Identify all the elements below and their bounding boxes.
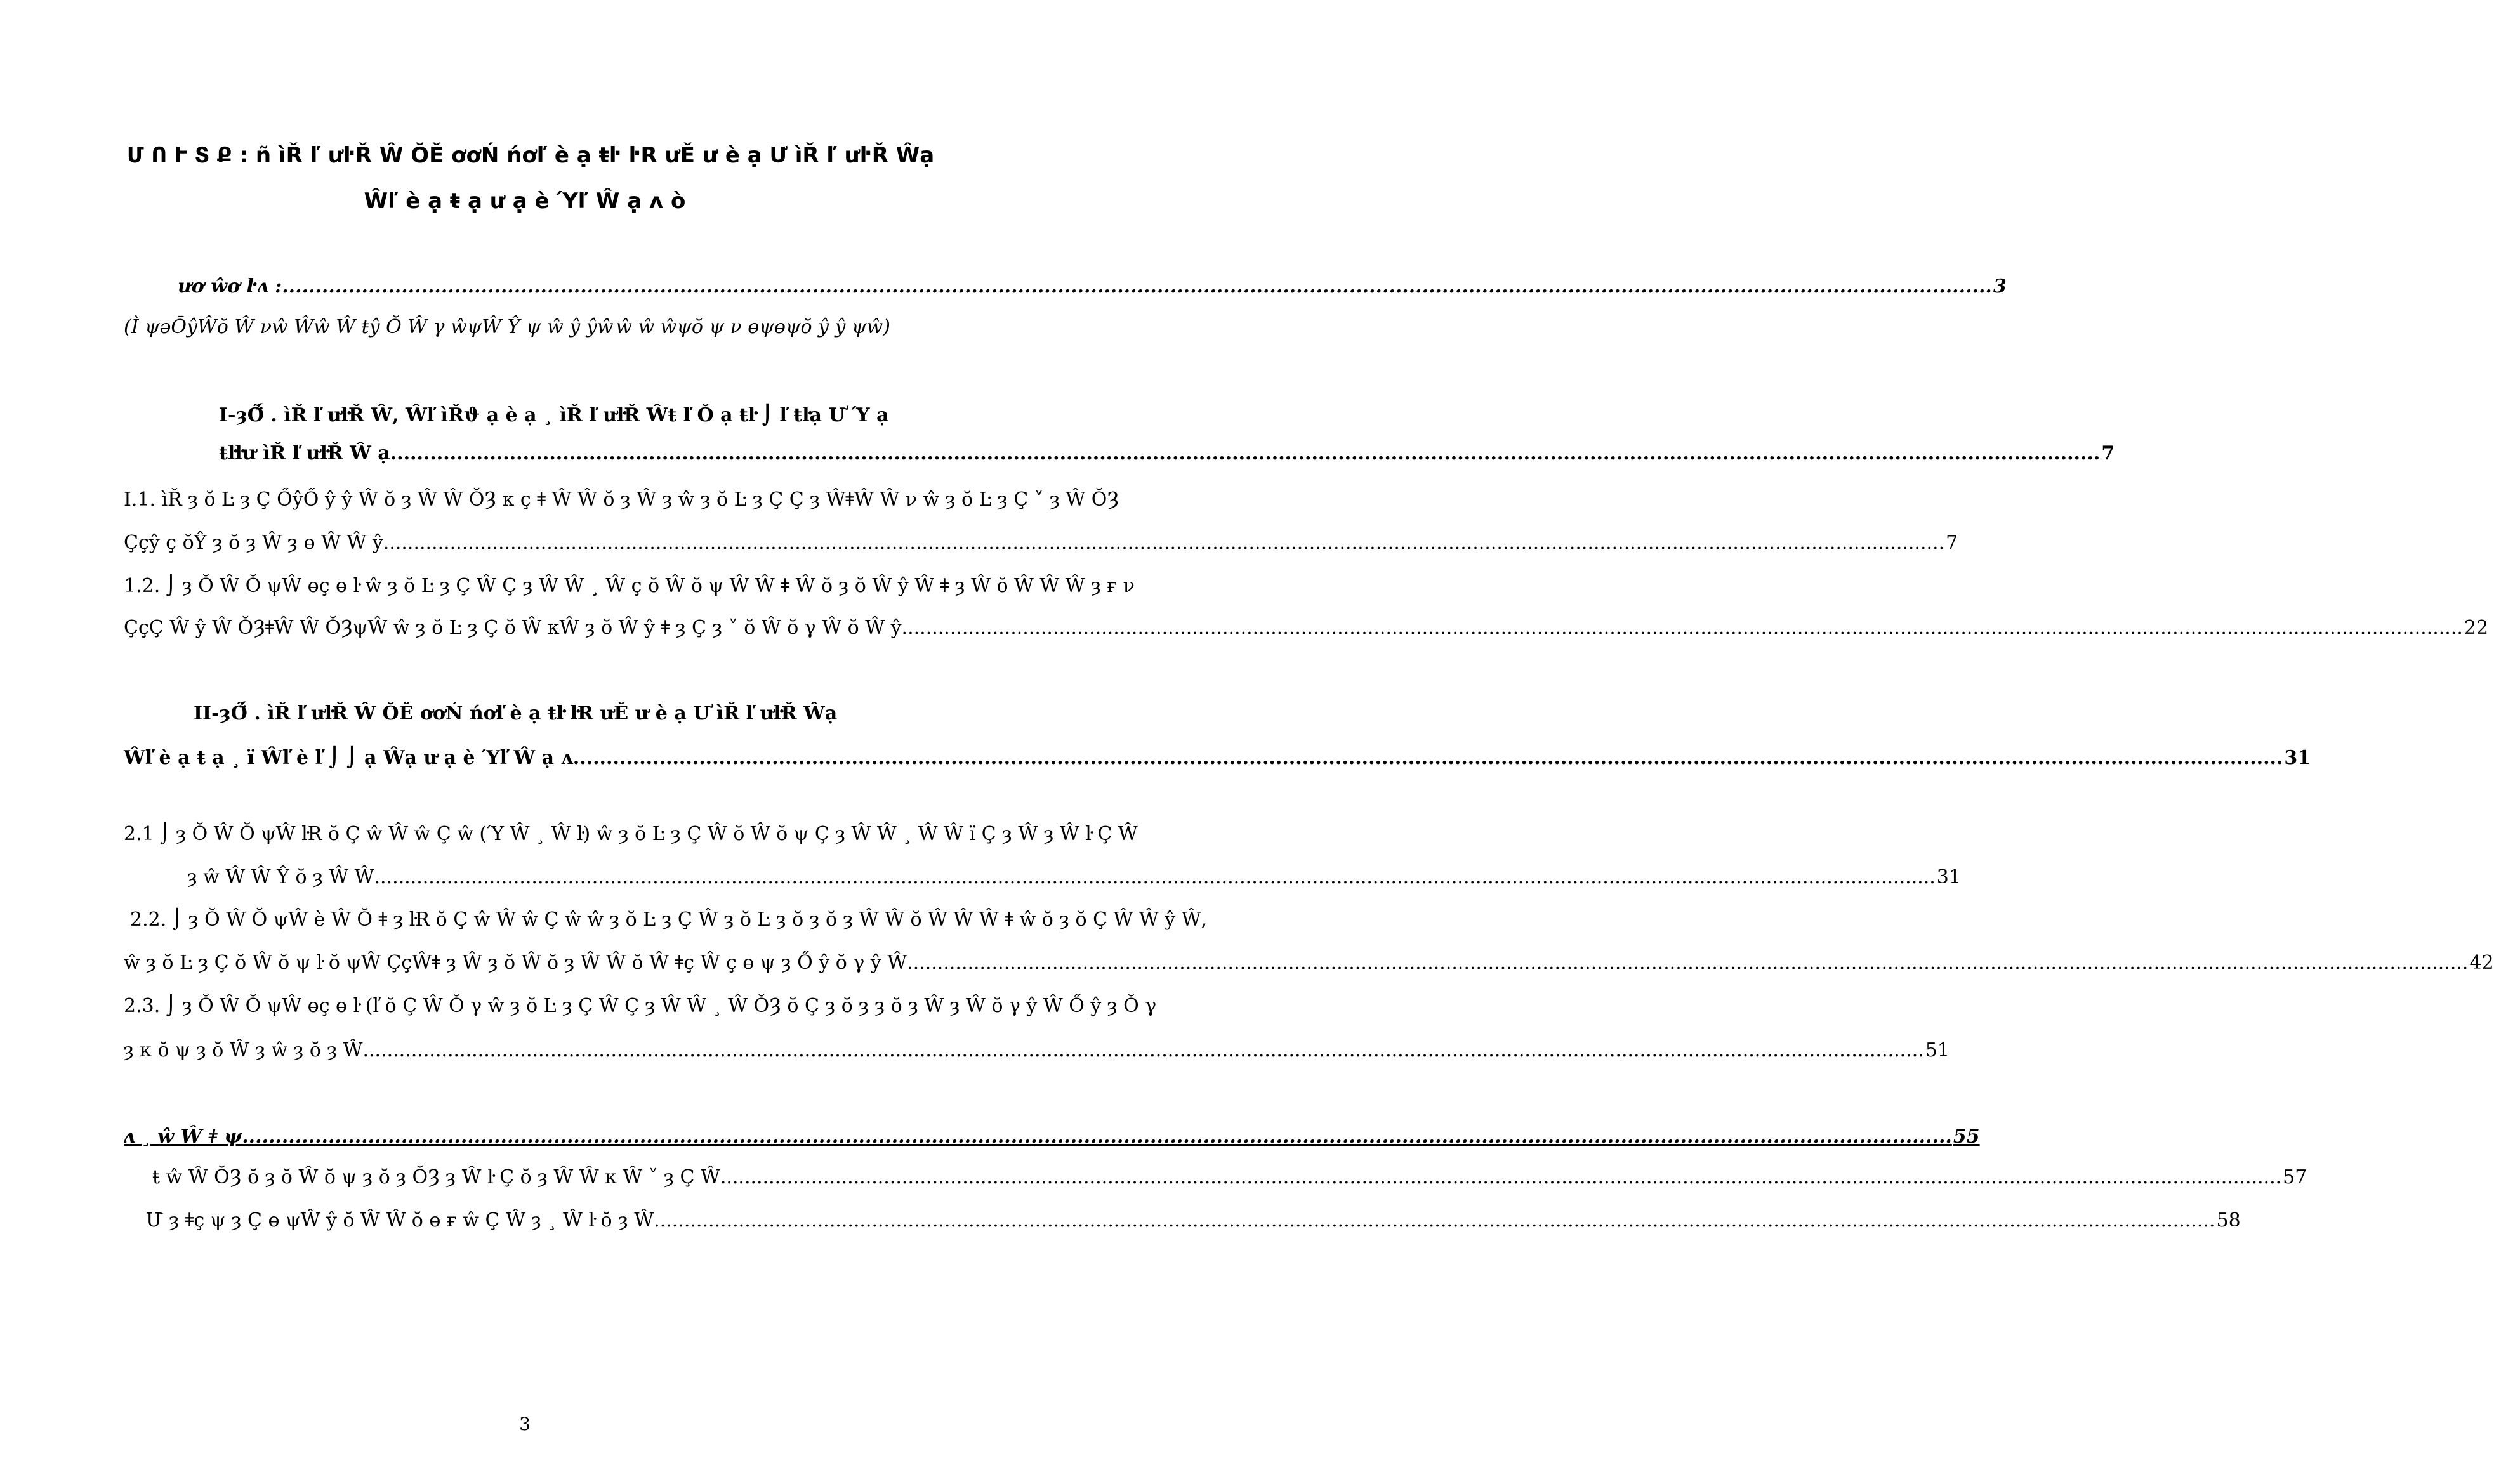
- toc-page-number: 31: [1936, 866, 1961, 888]
- toc-entry-label: Մ ȝ ǂç ψ ȝ Ç ɵ ψŴ ŷ ŏ Ŵ Ŵ ŏ ɵ ғ ŵ Ç Ŵ ȝ ¸ Ŵ ŀ ŏ ȝ Ŵ: [146, 1209, 654, 1231]
- toc-entry-section-1-2[interactable]: [124, 615, 2489, 642]
- toc-page-number: 3: [1993, 275, 2007, 298]
- toc-leader-dots: [383, 530, 1944, 556]
- toc-entry-label: ươ ŵơ ŀʌ :: [178, 275, 282, 298]
- toc-leader-dots: [390, 441, 2101, 466]
- toc-page-number: 57: [2283, 1166, 2307, 1188]
- toc-page-number: 31: [2284, 747, 2311, 769]
- toc-entry-references[interactable]: [152, 1165, 2307, 1192]
- toc-entry-chapter-2[interactable]: [124, 745, 2311, 772]
- toc-section-2-2-line-1: 2.2. ⌡ ȝ Ŏ Ŵ Ŏ ψŴ è Ŵ Ŏ ǂ ȝ ŀR ŏ Ç ŵ Ŵ ŵ Ç ŵ ŵ ȝ ŏ Ŀ ȝ Ç Ŵ ȝ ŏ Ŀ ȝ ŏ ȝ ŏ ȝ Ŵ Ŵ ŏ Ŵ Ŵ Ŵ ǂ ŵ ŏ ȝ ŏ Ç Ŵ Ŵ ŷ Ŵ,: [130, 909, 1208, 931]
- toc-entry-label: ŧŀŀư ìŘ ľ ưŀŘ Ŵ ạ: [219, 442, 390, 464]
- document-title-line-2: Ŵľ è ạ ŧ ạ ư ạ è Ύľ Ŵ ạ ʌ ò: [364, 188, 686, 214]
- toc-page-number: 58: [2216, 1209, 2241, 1231]
- document-title-line-1: Մ Ո Ւ Տ Ք : ñ ìŘ ľ ưŀŘ Ŵ ŎĚ ơơŃ ńơľ è ạ ŧŀ ŀR ưĚ ư è ạ Ư ìŘ ľ ưŀŘ Ŵạ: [127, 143, 935, 168]
- toc-entry-label: ŵ ȝ ŏ Ŀ ȝ Ç ŏ Ŵ ŏ ψ ŀ ŏ ψŴ ÇçŴǂ ȝ Ŵ ȝ ŏ Ŵ ŏ ȝ Ŵ Ŵ ŏ Ŵ ǂç Ŵ ç ɵ ψ ȝ Ő ŷ ŏ γ ŷ Ŵ: [124, 952, 907, 974]
- chapter-1-heading-line-1: I-ȝŐ̈́ . ìŘ ľ ưŀŘ Ŵ, Ŵľ ìŘϑ ạ è ạ ¸ ìŘ ľ ưŀŘ Ŵŧ ľ Ŏ ạ ŧŀ ⌡ ľ ŧŀạ Ư Ύ ạ: [219, 404, 889, 426]
- toc-leader-dots: [362, 1038, 1923, 1063]
- toc-section-1-2-line-1: 1.2. ⌡ ȝ Ŏ Ŵ Ŏ ψŴ ɵç ɵ ŀ ŵ ȝ ŏ Ŀ ȝ Ç Ŵ Ç ȝ Ŵ Ŵ ¸ Ŵ ç ŏ Ŵ ŏ ψ Ŵ Ŵ ǂ Ŵ ŏ ȝ ŏ Ŵ ŷ Ŵ ǂ ȝ Ŵ ŏ Ŵ Ŵ Ŵ ȝ ғ ν: [124, 575, 1135, 597]
- toc-leader-dots: [374, 865, 1935, 890]
- toc-leader-dots: [573, 745, 2283, 771]
- toc-section-2-3-line-1: 2.3. ⌡ ȝ Ŏ Ŵ Ŏ ψŴ ɵç ɵ ŀ (ľ ŏ Ç Ŵ Ŏ γ ŵ ȝ ŏ Ŀ ȝ Ç Ŵ Ç ȝ Ŵ Ŵ ¸ Ŵ ŎȜ ŏ Ç ȝ ŏ ȝ ȝ ŏ ȝ Ŵ ȝ Ŵ ŏ γ ŷ Ŵ Ő ŷ ȝ Ŏ γ: [124, 995, 1157, 1017]
- toc-section-2-1-line-1: 2.1 ⌡ ȝ Ŏ Ŵ Ŏ ψŴ ŀR ŏ Ç ŵ Ŵ ŵ Ç ŵ (Ύ Ŵ ¸ Ŵ ŀ) ŵ ȝ ŏ Ŀ ȝ Ç Ŵ ŏ Ŵ ŏ ψ Ç ȝ Ŵ Ŵ ¸ Ŵ Ŵ ï Ç ȝ Ŵ ȝ Ŵ ŀ Ç Ŵ: [124, 823, 1138, 845]
- toc-leader-dots: [902, 615, 2463, 641]
- toc-page-number: 7: [2101, 442, 2115, 464]
- toc-entry-chapter-1[interactable]: [219, 441, 2115, 468]
- toc-leader-dots: [720, 1165, 2281, 1190]
- chapter-2-heading-line-1: II-ȝŐ̈́ . ìŘ ľ ưŀŘ Ŵ ŎĚ ơơŃ ńơľ è ạ ŧŀ ŀR ưĚ ư è ạ Ư ìŘ ľ ưŀŘ Ŵạ: [194, 702, 838, 725]
- toc-entry-label: ÇçÇ Ŵ ŷ Ŵ ŎȜǂŴ Ŵ ŎȜψŴ ŵ ȝ ŏ Ŀ ȝ Ç ŏ Ŵ κŴ ȝ ŏ Ŵ ŷ ǂ ȝ Ç ȝ ˅ ŏ Ŵ ŏ γ Ŵ ŏ Ŵ ŷ: [124, 617, 902, 639]
- toc-entry-section-2-1[interactable]: [187, 865, 1961, 891]
- toc-page-number: 51: [1925, 1039, 1950, 1061]
- toc-leader-dots: [242, 1124, 1952, 1150]
- toc-entry-conclusion[interactable]: [124, 1124, 1980, 1151]
- toc-entry-label: ȝ ŵ Ŵ Ŵ Ŷ ŏ ȝ Ŵ Ŵ: [187, 866, 374, 888]
- toc-leader-dots: [654, 1208, 2215, 1233]
- toc-page-number: 22: [2464, 617, 2489, 639]
- toc-leader-dots: [907, 950, 2468, 976]
- toc-entry-label: Ççŷ ç ŏŶ ȝ ŏ ȝ Ŵ ȝ ɵ Ŵ Ŵ ŷ: [124, 532, 383, 554]
- toc-page-number: 55: [1953, 1126, 1980, 1148]
- intro-subtitle: (Ì ψəŌŷŴŏ Ŵ νŵ Ŵŵ Ŵ ŧŷ Ŏ Ŵ γ ŵψŴ Ŷ ψ ŵ ŷ ŷŵŵ ŵ ŵψŏ ψ ν ɵψɵψŏ ŷ ŷ ψŵ): [124, 316, 890, 338]
- toc-entry-appendix[interactable]: [146, 1208, 2241, 1235]
- toc-entry-section-2-3[interactable]: [124, 1038, 1950, 1065]
- toc-page-number: 42: [2469, 952, 2494, 974]
- toc-section-1-1-line-1: I.1. ìŘ ȝ ŏ Ŀ ȝ Ç ŐŷŐ ŷ ŷ Ŵ ŏ ȝ Ŵ Ŵ ŎȜ κ ç ǂ Ŵ Ŵ ŏ ȝ Ŵ ȝ ŵ ȝ ŏ Ŀ ȝ Ç Ç ȝ ŴǂŴ Ŵ ν ŵ ȝ ŏ Ŀ ȝ Ç ˅ ȝ Ŵ ŎȜ: [124, 489, 1119, 511]
- toc-entry-label: Ŵľ è ạ ŧ ạ ¸ ï Ŵľ è ľ ⌡ ⌡ ạ Ŵạ ư ạ è Ύľ Ŵ ạ ʌ: [124, 747, 573, 769]
- page-number: 3: [519, 1414, 531, 1435]
- toc-entry-intro[interactable]: [178, 274, 2007, 301]
- toc-entry-section-1-1[interactable]: [124, 530, 1958, 557]
- toc-entry-label: ȝ κ ŏ ψ ȝ ŏ Ŵ ȝ ŵ ȝ ŏ ȝ Ŵ: [124, 1039, 363, 1061]
- toc-entry-section-2-2[interactable]: [124, 950, 2494, 977]
- toc-page-number: 7: [1946, 532, 1958, 554]
- toc-leader-dots: [282, 274, 1992, 299]
- toc-entry-label: ʌ ¸ ŵ Ŵ ǂ ψ: [124, 1126, 242, 1148]
- toc-entry-label: ŧ ŵ Ŵ ŎȜ ŏ ȝ ŏ Ŵ ŏ ψ ȝ ŏ ȝ ŎȜ ȝ Ŵ ŀ Ç ŏ ȝ Ŵ Ŵ κ Ŵ ˅ ȝ Ç Ŵ: [152, 1166, 720, 1188]
